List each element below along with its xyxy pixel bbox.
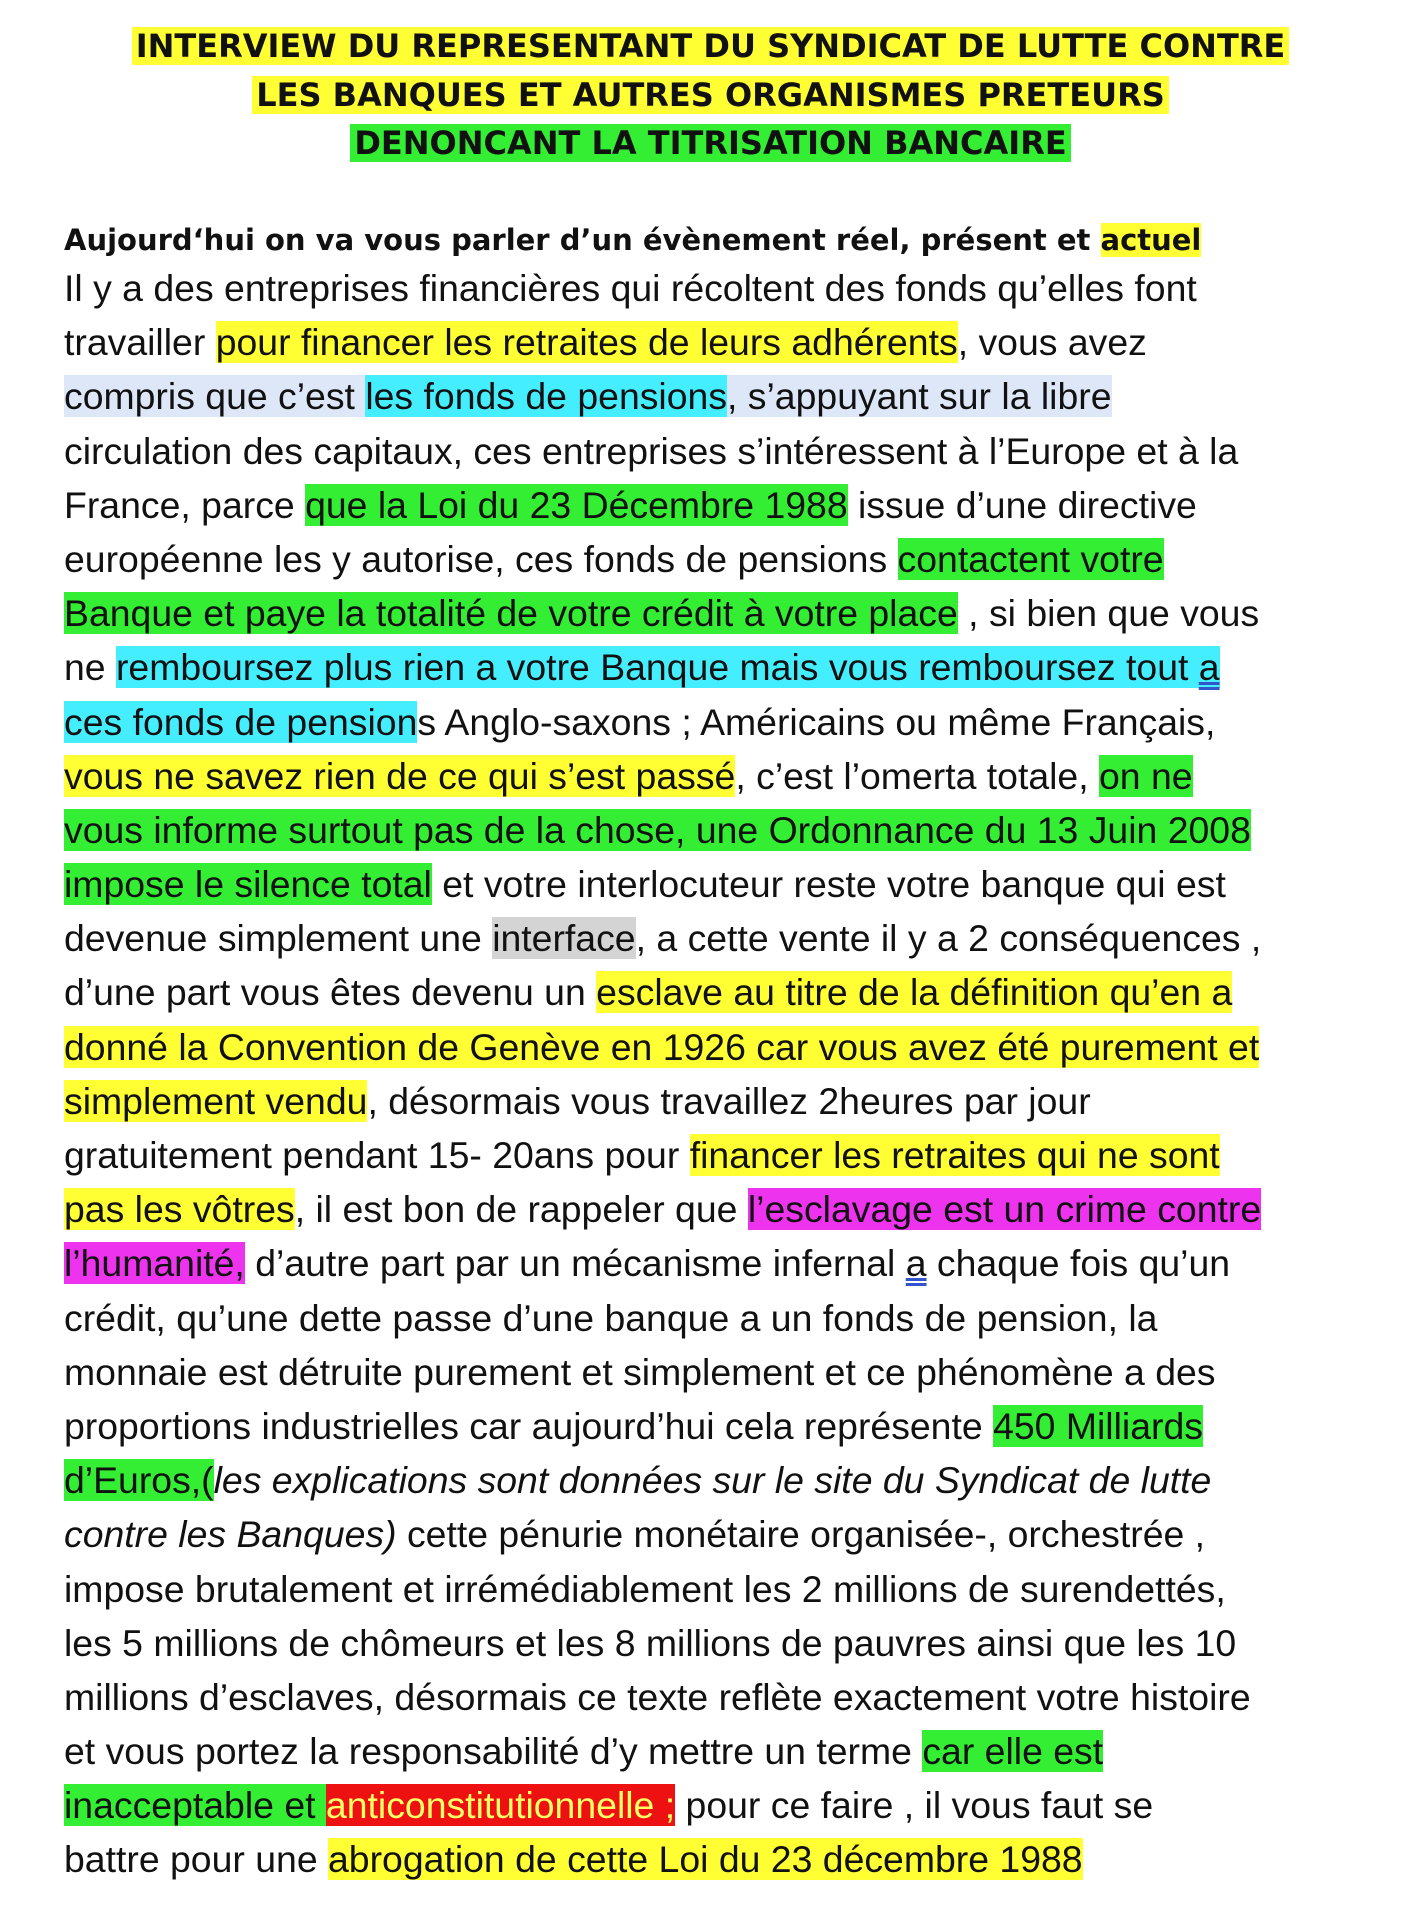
highlight-red: anticonstitutionnelle ; xyxy=(325,1784,676,1827)
body-line xyxy=(64,1832,1384,1886)
text-segment: , vous avez xyxy=(957,321,1147,364)
body-line xyxy=(64,1616,1384,1670)
text-segment: d’autre part par un mécanisme infernal xyxy=(244,1242,906,1285)
body-line xyxy=(64,1778,1384,1832)
body-line xyxy=(64,586,1384,640)
highlight-yellow: pour financer les retraites de leurs adhérents xyxy=(215,321,958,364)
highlight-green: impose le silence total xyxy=(64,863,432,906)
highlight-green: car elle est xyxy=(922,1730,1104,1773)
text-segment: cette pénurie monétaire organisée-, orchestrée , xyxy=(396,1513,1206,1556)
highlight-green: que la Loi du 23 Décembre 1988 xyxy=(305,483,848,526)
body-line xyxy=(64,965,1384,1019)
body-line xyxy=(64,315,1384,369)
highlight-green: vous informe surtout pas de la chose, une Ordonnance du 13 Juin 2008 xyxy=(64,808,1251,851)
highlight-green: d’Euros,( xyxy=(64,1459,214,1502)
body-line xyxy=(64,1128,1384,1182)
text-segment: France, parce xyxy=(64,483,306,526)
text-segment: Il y a des entreprises financières qui récoltent des fonds qu’elles font xyxy=(64,267,1197,309)
document-title xyxy=(0,22,1421,168)
title-line-1: INTERVIEW DU REPRESENTANT DU SYNDICAT DE LUTTE CONTRE xyxy=(132,27,1290,65)
text-segment: chaque fois qu’un xyxy=(926,1242,1231,1285)
text-segment: devenue simplement une xyxy=(64,917,493,960)
body-line xyxy=(64,261,1384,315)
text-segment: gratuitement pendant 15- 20ans pour xyxy=(64,1134,690,1176)
body-line xyxy=(64,1020,1384,1074)
body-line xyxy=(64,424,1384,478)
body-line xyxy=(64,478,1384,532)
highlight-magenta: l’esclavage est un crime contre xyxy=(747,1188,1262,1231)
title-line-2: LES BANQUES ET AUTRES ORGANISMES PRETEURS xyxy=(252,76,1169,114)
highlight-cyan: remboursez plus rien a votre Banque mais vous remboursez tout xyxy=(115,646,1199,689)
highlight-light-blue: compris que c’est xyxy=(64,375,366,418)
body-line xyxy=(64,532,1384,586)
text-segment: crédit, qu’une dette passe d’une banque a un fonds de pension, la xyxy=(64,1296,1158,1339)
body-line xyxy=(64,1670,1384,1724)
highlight-yellow: financer les retraites qui ne sont xyxy=(689,1134,1220,1176)
text-segment: les 5 millions de chômeurs et les 8 millions de pauvres ainsi que les 10 xyxy=(64,1621,1237,1664)
body-line xyxy=(64,1507,1384,1561)
text-segment: battre pour une xyxy=(64,1838,328,1881)
body-line xyxy=(64,749,1384,803)
text-segment: européenne les y autorise, ces fonds de pensions xyxy=(64,537,898,580)
highlight-yellow: simplement vendu xyxy=(64,1079,368,1122)
body-line xyxy=(64,640,1384,694)
intro-text: Aujourd‘hui on va vous parler d’un évènement réel, présent et xyxy=(64,223,1101,257)
body-line xyxy=(64,1074,1384,1128)
text-segment: impose brutalement et irrémédiablement les 2 millions de surendettés, xyxy=(64,1567,1226,1610)
text-segment: , il est bon de rappeler que xyxy=(294,1188,748,1231)
body-paragraph xyxy=(64,261,1384,1887)
text-segment: issue d’une directive xyxy=(847,483,1197,526)
text-segment: , a cette vente il y a 2 conséquences , xyxy=(635,917,1262,960)
italic-text: contre les Banques) xyxy=(64,1513,397,1556)
italic-text: les explications sont données sur le site du Syndicat de lutte xyxy=(213,1459,1212,1502)
body-line xyxy=(64,1562,1384,1616)
highlight-yellow: abrogation de cette Loi du 23 décembre 1988 xyxy=(328,1838,1083,1881)
highlight-cyan: les fonds de pensions xyxy=(365,375,728,418)
text-segment: pour ce faire , il vous faut se xyxy=(675,1784,1154,1827)
text-segment: , désormais vous travaillez 2heures par jour xyxy=(367,1079,1091,1122)
intro-sentence xyxy=(64,218,1394,262)
text-segment: s Anglo-saxons ; Américains ou même Français, xyxy=(417,700,1216,743)
text-segment: et votre interlocuteur reste votre banque qui est xyxy=(431,863,1226,906)
text-segment: et vous portez la responsabilité d’y mettre un terme xyxy=(64,1730,923,1773)
highlight-green: contactent votre xyxy=(897,537,1164,580)
text-segment: d’une part vous êtes devenu un xyxy=(64,971,597,1014)
body-line xyxy=(64,911,1384,965)
highlight-yellow: vous ne savez rien de ce qui s’est passé xyxy=(64,754,736,797)
body-line xyxy=(64,1182,1384,1236)
highlight-green: Banque et paye la totalité de votre crédit à votre place xyxy=(64,592,958,635)
highlight-magenta: l’humanité, xyxy=(64,1242,245,1285)
highlight-cyan-underlined: a xyxy=(1198,646,1220,689)
text-segment: circulation des capitaux, ces entreprises s’intéressent à l’Europe et à la xyxy=(64,429,1239,472)
body-line xyxy=(64,369,1384,423)
title-line-3: DENONCANT LA TITRISATION BANCAIRE xyxy=(350,124,1070,162)
intro-highlight: actuel xyxy=(1100,223,1202,257)
body-line xyxy=(64,803,1384,857)
text-segment: proportions industrielles car aujourd’hui cela représente xyxy=(64,1404,994,1447)
body-line xyxy=(64,1399,1384,1453)
body-line xyxy=(64,1291,1384,1345)
text-segment: , c’est l’omerta totale, xyxy=(735,754,1100,797)
highlight-green: on ne xyxy=(1099,754,1193,797)
highlight-cyan: ces fonds de pension xyxy=(64,700,418,743)
body-line xyxy=(64,1236,1384,1290)
highlight-green: inacceptable et xyxy=(64,1784,326,1827)
body-line xyxy=(64,1724,1384,1778)
highlight-grey: interface xyxy=(492,917,636,960)
text-segment: , si bien que vous xyxy=(957,592,1260,635)
text-segment: ne xyxy=(64,646,116,689)
text-segment: monnaie est détruite purement et simplement et ce phénomène a des xyxy=(64,1350,1216,1393)
highlight-yellow: pas les vôtres xyxy=(64,1188,295,1231)
highlight-yellow: esclave au titre de la définition qu’en a xyxy=(596,971,1233,1014)
body-line xyxy=(64,857,1384,911)
highlight-yellow: donné la Convention de Genève en 1926 car vous avez été purement et xyxy=(64,1025,1260,1068)
underlined-word: a xyxy=(905,1242,927,1285)
body-line xyxy=(64,1345,1384,1399)
text-segment: travailler xyxy=(64,321,216,364)
body-line xyxy=(64,1453,1384,1507)
highlight-light-blue: , s’appuyant sur la libre xyxy=(727,375,1112,418)
highlight-green: 450 Milliards xyxy=(993,1404,1203,1447)
body-line xyxy=(64,695,1384,749)
text-segment: millions d’esclaves, désormais ce texte reflète exactement votre histoire xyxy=(64,1675,1251,1718)
